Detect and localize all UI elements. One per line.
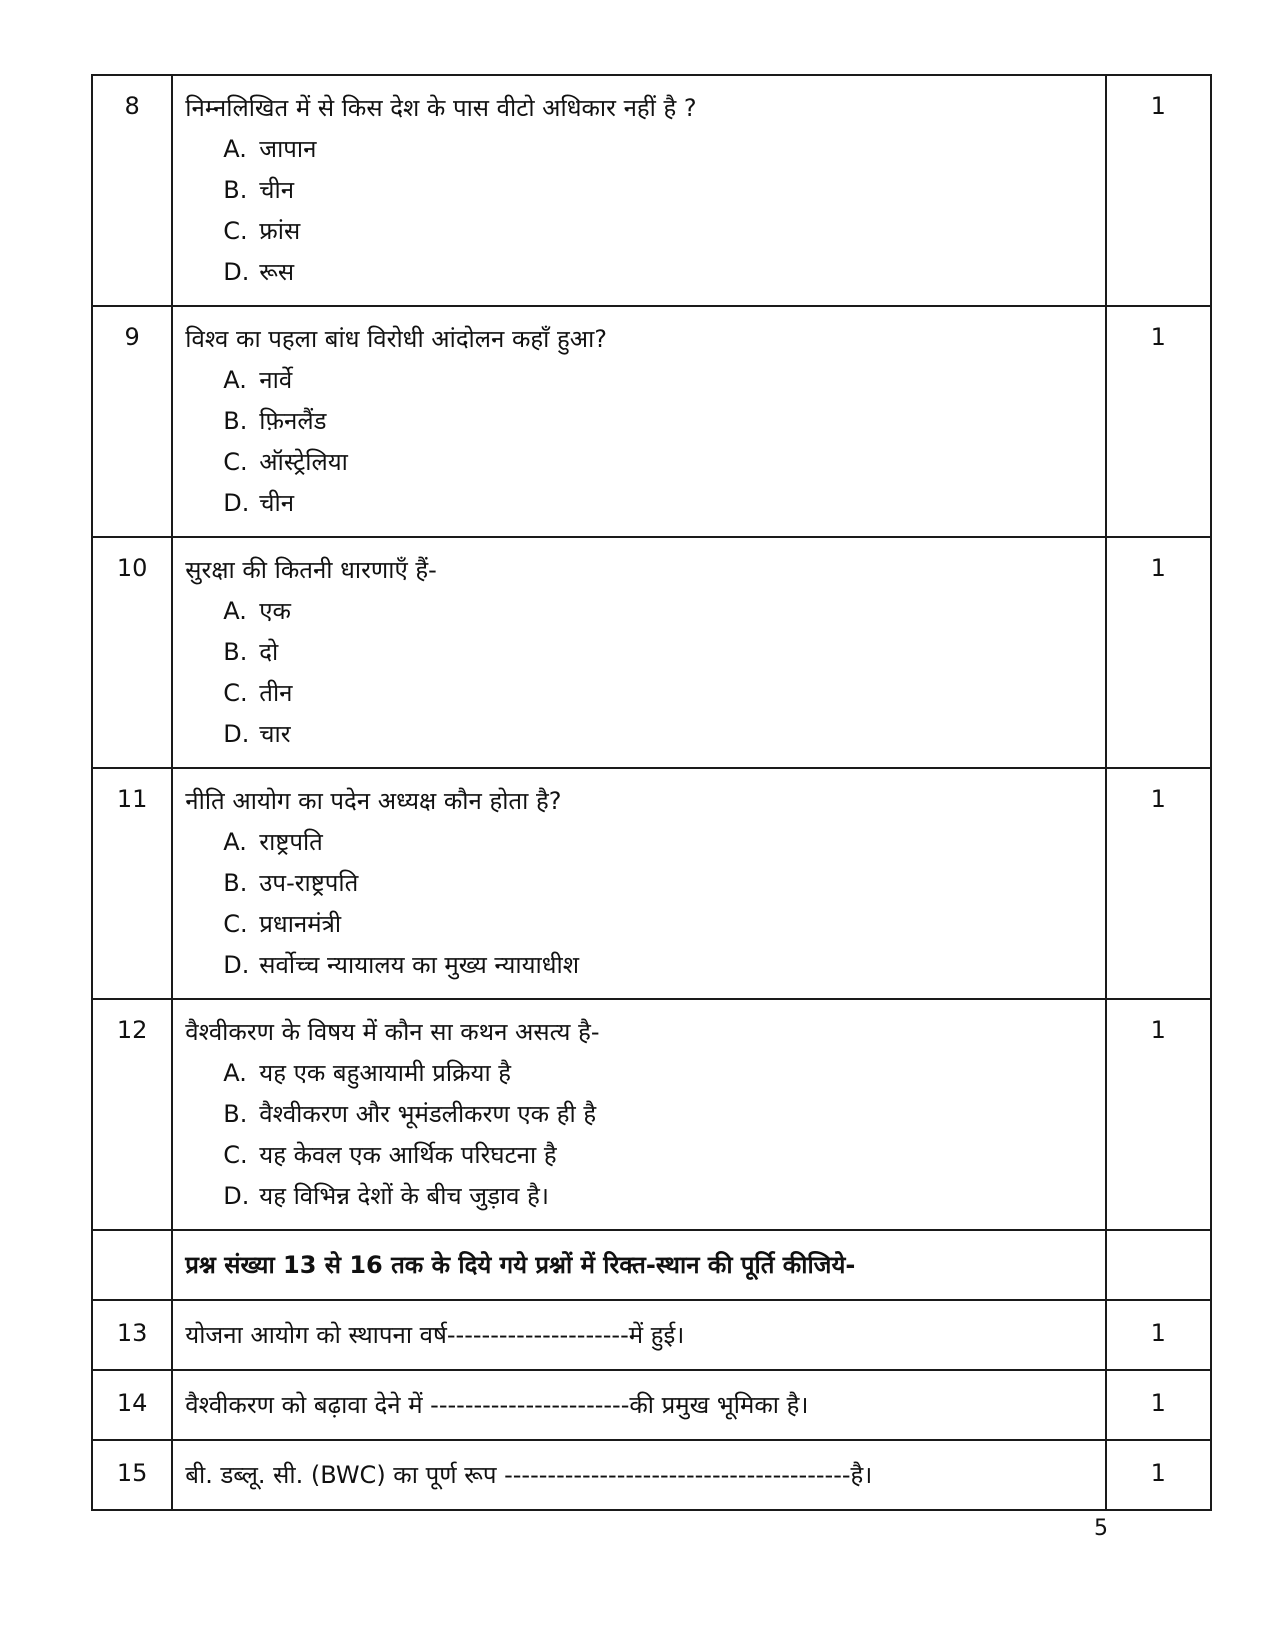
question-marks: 1	[1106, 1370, 1211, 1440]
option-text: एक	[259, 597, 291, 625]
question-text: नीति आयोग का पदेन अध्यक्ष कौन होता है?	[185, 787, 562, 815]
option-label: C.	[223, 679, 248, 707]
option-label: C.	[223, 217, 248, 245]
option-text: प्रधानमंत्री	[259, 910, 342, 938]
option	[185, 483, 1092, 524]
question-number: 8	[92, 75, 172, 306]
page-number: 5	[1094, 1516, 1108, 1541]
question-cell	[172, 1370, 1105, 1440]
empty-cell	[1106, 1230, 1211, 1300]
question-cell	[172, 1300, 1105, 1370]
option-label: C.	[223, 1141, 248, 1169]
option-label: B.	[223, 176, 248, 204]
question-row	[92, 999, 1211, 1230]
option	[185, 401, 1092, 442]
option-text: यह विभिन्न देशों के बीच जुड़ाव है।	[259, 1182, 549, 1210]
option-text: जापान	[259, 135, 317, 163]
option	[185, 1135, 1092, 1176]
question-table	[91, 74, 1212, 1511]
question-cell	[172, 1440, 1105, 1510]
empty-cell	[92, 1230, 172, 1300]
option	[185, 1053, 1092, 1094]
question-number: 14	[92, 1370, 172, 1440]
option-text: वैश्वीकरण और भूमंडलीकरण एक ही है	[259, 1100, 597, 1128]
option	[185, 129, 1092, 170]
question-number: 11	[92, 768, 172, 999]
option-label: D.	[223, 720, 250, 748]
option	[185, 170, 1092, 211]
option	[185, 945, 1092, 986]
question-cell	[172, 537, 1105, 768]
question-text: विश्व का पहला बांध विरोधी आंदोलन कहाँ हुआ?	[185, 325, 608, 353]
option-text: तीन	[259, 679, 293, 707]
option-text: नार्वे	[259, 366, 293, 394]
question-marks: 1	[1106, 537, 1211, 768]
fill-question-row	[92, 1370, 1211, 1440]
question-text: वैश्वीकरण को बढ़ावा देने में -----------------------की प्रमुख भूमिका है।	[185, 1391, 809, 1419]
option-text: यह केवल एक आर्थिक परिघटना है	[259, 1141, 557, 1169]
question-cell	[172, 768, 1105, 999]
option	[185, 1176, 1092, 1217]
question-marks: 1	[1106, 999, 1211, 1230]
question-row	[92, 75, 1211, 306]
fill-question-row	[92, 1300, 1211, 1370]
option-label: C.	[223, 448, 248, 476]
option	[185, 632, 1092, 673]
option-label: B.	[223, 869, 248, 897]
question-marks: 1	[1106, 768, 1211, 999]
question-text: सुरक्षा की कितनी धारणाएँ हैं-	[185, 556, 437, 584]
option-text: चीन	[259, 176, 295, 204]
question-row	[92, 306, 1211, 537]
option-text: यह एक बहुआयामी प्रक्रिया है	[259, 1059, 512, 1087]
option-text: फ़िनलैंड	[259, 407, 327, 435]
question-row	[92, 537, 1211, 768]
option	[185, 822, 1092, 863]
instruction-row	[92, 1230, 1211, 1300]
option-text: राष्ट्रपति	[259, 828, 323, 856]
question-number: 12	[92, 999, 172, 1230]
question-row	[92, 768, 1211, 999]
option-label: A.	[223, 597, 247, 625]
option-text: ऑस्ट्रेलिया	[259, 448, 348, 476]
option-label: A.	[223, 1059, 247, 1087]
option-text: रूस	[259, 258, 295, 286]
question-number: 15	[92, 1440, 172, 1510]
option-label: D.	[223, 258, 250, 286]
option	[185, 714, 1092, 755]
option	[185, 673, 1092, 714]
question-cell	[172, 75, 1105, 306]
option-text: उप-राष्ट्रपति	[259, 869, 359, 897]
question-marks: 1	[1106, 1300, 1211, 1370]
option	[185, 863, 1092, 904]
fill-question-row	[92, 1440, 1211, 1510]
question-text: निम्नलिखित में से किस देश के पास वीटो अधिकार नहीं है ?	[185, 94, 697, 122]
option-label: D.	[223, 489, 250, 517]
question-number: 9	[92, 306, 172, 537]
option-label: A.	[223, 366, 247, 394]
question-marks: 1	[1106, 1440, 1211, 1510]
question-number: 10	[92, 537, 172, 768]
option-label: D.	[223, 951, 250, 979]
instruction-cell	[172, 1230, 1105, 1300]
option-label: B.	[223, 407, 248, 435]
option-text: फ्रांस	[259, 217, 301, 245]
option	[185, 904, 1092, 945]
option-text: दो	[259, 638, 279, 666]
option-label: B.	[223, 1100, 248, 1128]
option	[185, 442, 1092, 483]
option	[185, 591, 1092, 632]
question-text: बी. डब्लू. सी. (BWC) का पूर्ण रूप ----------------------------------------है।	[185, 1461, 873, 1489]
question-marks: 1	[1106, 75, 1211, 306]
option	[185, 211, 1092, 252]
question-text: वैश्वीकरण के विषय में कौन सा कथन असत्य है-	[185, 1018, 600, 1046]
option-text: चार	[259, 720, 291, 748]
option-label: C.	[223, 910, 248, 938]
option	[185, 360, 1092, 401]
instruction-text: प्रश्न संख्या 13 से 16 तक के दिये गये प्रश्नों में रिक्त-स्थान की पूर्ति कीजिये-	[185, 1251, 856, 1279]
option-label: A.	[223, 828, 247, 856]
question-number: 13	[92, 1300, 172, 1370]
question-marks: 1	[1106, 306, 1211, 537]
question-text: योजना आयोग को स्थापना वर्ष---------------------में हुई।	[185, 1321, 685, 1349]
option-text: चीन	[259, 489, 295, 517]
option-label: A.	[223, 135, 247, 163]
option-label: B.	[223, 638, 248, 666]
option-label: D.	[223, 1182, 250, 1210]
option	[185, 252, 1092, 293]
question-cell	[172, 306, 1105, 537]
option-text: सर्वोच्च न्यायालय का मुख्य न्यायाधीश	[259, 951, 580, 979]
option	[185, 1094, 1092, 1135]
question-cell	[172, 999, 1105, 1230]
